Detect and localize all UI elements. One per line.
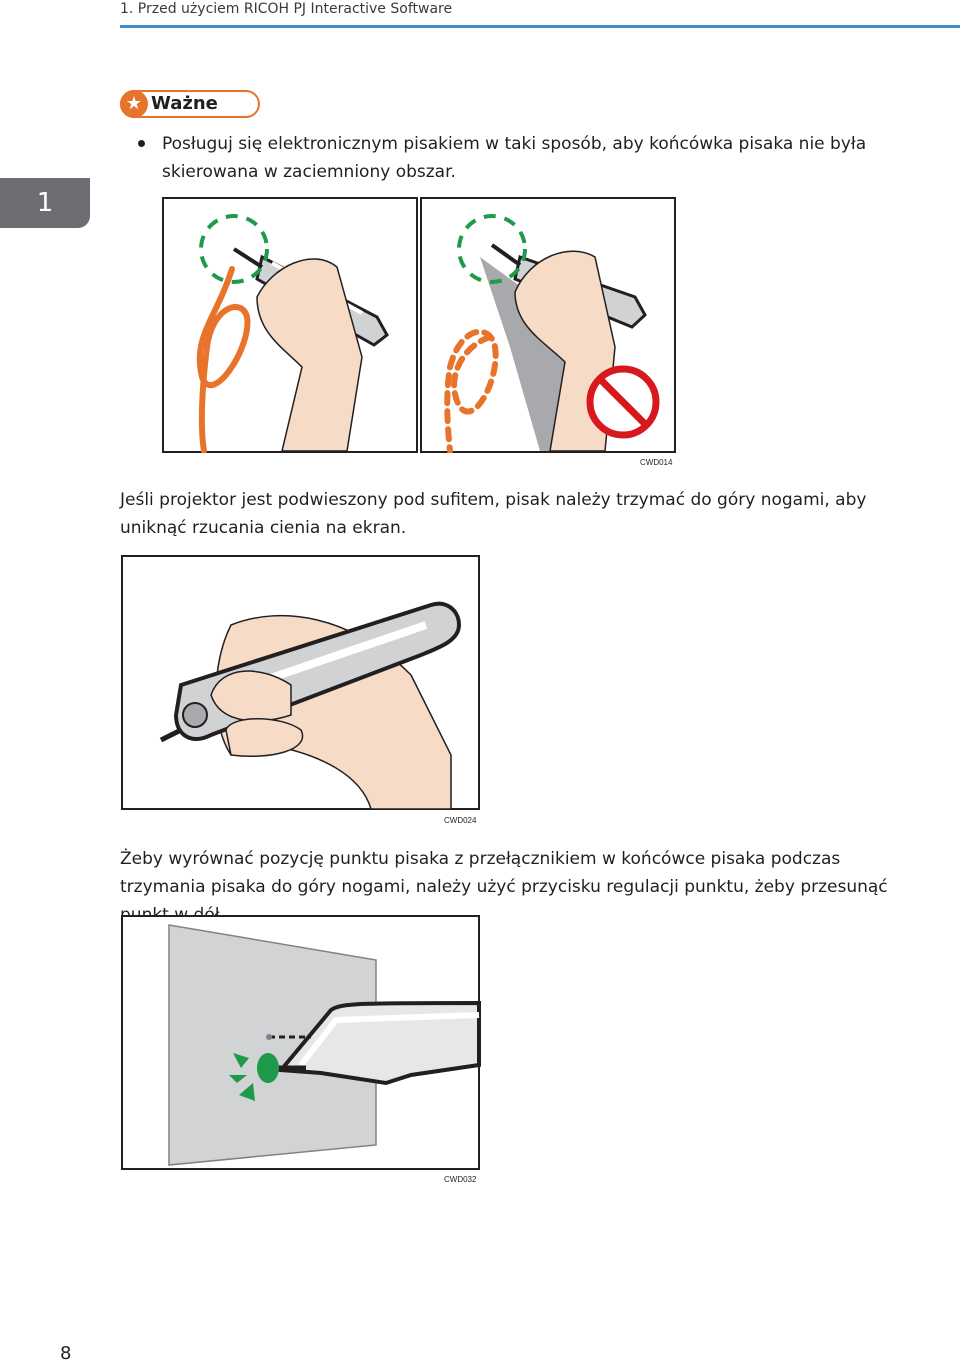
figure-pen-shadow-comparison bbox=[162, 197, 676, 453]
important-badge bbox=[120, 90, 260, 118]
figure-code: CWD032 bbox=[444, 1175, 477, 1184]
panel-correct bbox=[163, 198, 417, 452]
figure-point-adjustment bbox=[121, 915, 481, 1171]
important-label: Ważne bbox=[151, 93, 218, 114]
panel-incorrect bbox=[421, 198, 675, 452]
bullet-icon bbox=[138, 140, 145, 147]
chapter-tab: 1 bbox=[0, 178, 90, 228]
important-bullet-text: Posługuj się elektronicznym pisakiem w taki sposób, aby końcówka pisaka nie była skierowana w zaciemniony obszar. bbox=[162, 134, 867, 182]
paragraph-point-adjust: Żeby wyrównać pozycję punktu pisaka z przełącznikiem w końcówce pisaka podczas trzymania pisaka do góry nogami, należy użyć przycisku regulacji punktu, żeby przesunąć bbox=[120, 849, 888, 897]
paragraph-ceiling-mount: Jeśli projektor jest podwieszony pod sufitem, pisak należy trzymać do góry nogami, aby uniknąć rzucania cienia na ekran. bbox=[120, 490, 867, 538]
figure-code: CWD024 bbox=[444, 816, 477, 825]
star-icon: ★ bbox=[120, 90, 148, 118]
prohibited-icon bbox=[590, 369, 656, 435]
figure-code: CWD014 bbox=[640, 458, 673, 467]
page-number: 8 bbox=[60, 1343, 72, 1364]
header-rule bbox=[120, 25, 960, 28]
running-header: 1. Przed użyciem RICOH PJ Interactive Software bbox=[120, 1, 453, 17]
figure-pen-upside-down bbox=[121, 555, 481, 811]
